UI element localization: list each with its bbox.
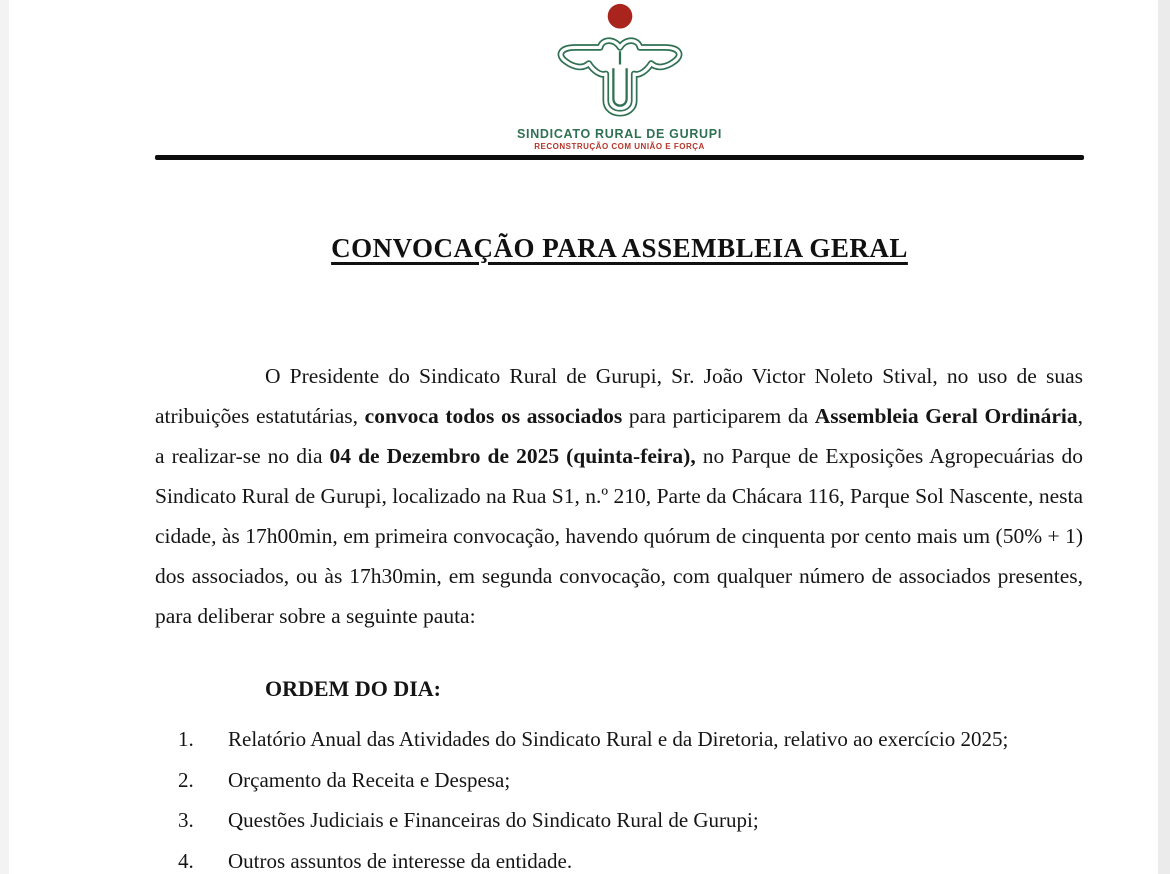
- paragraph-segment-bold: 04 de Dezembro de 2025 (quinta-feira),: [329, 444, 696, 468]
- list-item-text: Orçamento da Receita e Despesa;: [228, 767, 511, 792]
- scan-edge-right: [1158, 0, 1170, 874]
- ordem-do-dia-heading: ORDEM DO DIA:: [265, 676, 441, 701]
- title-row: [155, 233, 1084, 264]
- letterhead-divider: [155, 155, 1084, 160]
- list-item-number: 2.: [178, 767, 194, 792]
- scan-edge-left: [0, 0, 9, 874]
- list-item: [178, 719, 1084, 760]
- letterhead: [155, 2, 1084, 151]
- list-item-text: Outros assuntos de interesse da entidade.: [228, 848, 573, 873]
- paragraph-segment: O Presidente do Sindicato Rural de Gurupi, Sr. João Victor Noleto Stival, no uso de suas atribuições estatutárias,: [155, 364, 1083, 428]
- paragraph-segment-bold: convoca todos os associados: [364, 404, 623, 428]
- paragraph-segment-bold: Assembleia Geral Ordinária: [814, 404, 1078, 428]
- list-item-text: Relatório Anual das Atividades do Sindicato Rural e da Diretoria, relativo ao exercício 2025;: [228, 727, 1009, 751]
- list-item-number: 3.: [178, 808, 194, 832]
- list-item: [178, 800, 1084, 841]
- paragraph-segment: no Parque de Exposições Agropecuárias do Sindicato Rural de Gurupi, localizado na Rua S1, n.º 210, Parte da Chácara 116, Parque Sol Nascente, nesta cidade, às 17h00min, em primeira convocação, havendo quórum de cinquenta por cento mais um (50% + 1) dos associados, ou às 17h30min, em segunda convocação, com qualquer número de associados presentes, para deliberar sobre a seguinte pauta:: [155, 444, 1083, 628]
- paragraph-segment: , a realizar-se no dia: [155, 404, 1083, 468]
- list-item: [178, 841, 1084, 874]
- org-name: SINDICATO RURAL DE GURUPI: [516, 127, 722, 141]
- paragraph-segment: para participarem da: [622, 404, 815, 428]
- list-item-text: Questões Judiciais e Financeiras do Sindicato Rural de Gurupi;: [228, 808, 759, 832]
- list-item-number: 1.: [178, 727, 194, 751]
- list-item-number: 4.: [178, 848, 194, 873]
- convocation-paragraph: [155, 356, 1083, 636]
- list-item: [178, 760, 1084, 801]
- document-title: CONVOCAÇÃO PARA ASSEMBLEIA GERAL: [331, 233, 908, 263]
- sindicato-rural-logo-icon: [544, 2, 696, 126]
- org-tagline: RECONSTRUÇÃO COM UNIÃO E FORÇA: [534, 142, 705, 151]
- ordem-do-dia-list: [178, 719, 1084, 874]
